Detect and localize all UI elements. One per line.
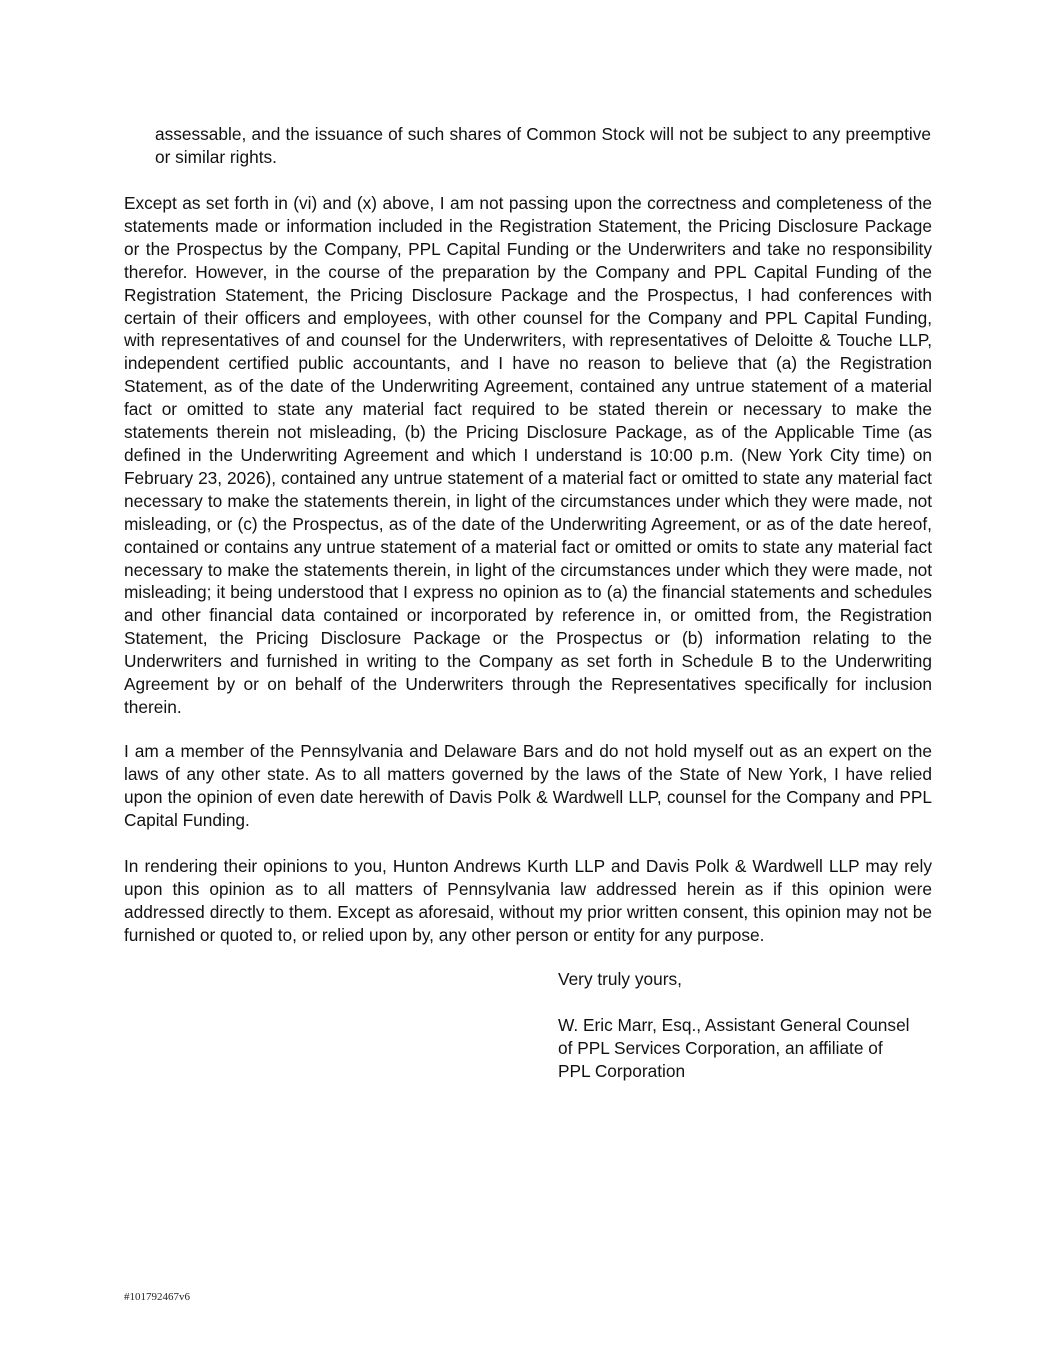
closing-salutation: Very truly yours, <box>558 969 682 989</box>
paragraph-reliance: In rendering their opinions to you, Hunton Andrews Kurth LLP and Davis Polk & Wardwell LLP may rely upon this opinion as to all matters of Pennsylvania law addressed herein as if this opinion were addressed directly to them. Except as aforesaid, without my prior written consent, this opinion may not be furnished or quoted to, or relied upon by, any other person or entity for any purpose. <box>124 856 932 945</box>
paragraph-bar-membership: I am a member of the Pennsylvania and Delaware Bars and do not hold myself out as an expert on the laws of any other state. As to all matters governed by the laws of the State of New York, I have relied upon the opinion of even date herewith of Davis Polk & Wardwell LLP, counsel for the Company and PPL Capital Funding. <box>124 741 932 830</box>
signature-block <box>558 1014 938 1083</box>
signature-line-2: of PPL Services Corporation, an affiliate of <box>558 1037 883 1058</box>
paragraph-except-disclaimer: Except as set forth in (vi) and (x) above, I am not passing upon the correctness and completeness of the statements made or information included in the Registration Statement, the Pricing Disclosure Package or the Prospectus by the Company, PPL Capital Funding or the Underwriters and take no responsibility therefor. However, in the course of the preparation by the Company and PPL Capital Funding of the Registration Statement, the Pricing Disclosure Package and the Prospectus, I had conferences with certain of their officers and employees, with other counsel for the Company and PPL Capital Funding, with representatives of and counsel for the Underwriters, with representatives of Deloitte & Touche LLP, independent certified public accountants, and I have no reason to believe that (a) the Registration Statement, as of the date of the Underwriting Agreement, contained any untrue statement of a material fact or omitted to state any material fact required to be stated therein or necessary to make the statements therein not misleading, (b) the Pricing Disclosure Package, as of the Applicable Time (as defined in the Underwriting Agreement and which I understand is 10:00 p.m. (New York City time) on February 23, 2026), contained any untrue statement of a material fact or omitted to state any material fact necessary to make the statements therein, in light of the circumstances under which they were made, not misleading, or (c) the Prospectus, as of the date of the Underwriting Agreement, or as of the date hereof, contained or contains any untrue statement of a material fact or omitted or omits to state any material fact necessary to make the statements therein, in light of the circumstances under which they were made, not misleading; it being understood that I express no opinion as to (a) the financial statements and schedules and other financial data contained or incorporated by reference in, or omitted from, the Registration Statement, the Pricing Disclosure Package or the Prospectus or (b) information relating to the Underwriters and furnished in writing to the Company as set forth in Schedule B to the Underwriting Agreement by or on behalf of the Underwriters through the Representatives specifically for inclusion therein. <box>124 193 932 717</box>
paragraph-continuation: assessable, and the issuance of such shares of Common Stock will not be subject to any preemptive or similar rights. <box>155 124 931 167</box>
document-id: #101792467v6 <box>124 1291 190 1303</box>
signature-line-3: PPL Corporation <box>558 1060 686 1081</box>
signature-line-1: W. Eric Marr, Esq., Assistant General Counsel <box>558 1015 910 1035</box>
